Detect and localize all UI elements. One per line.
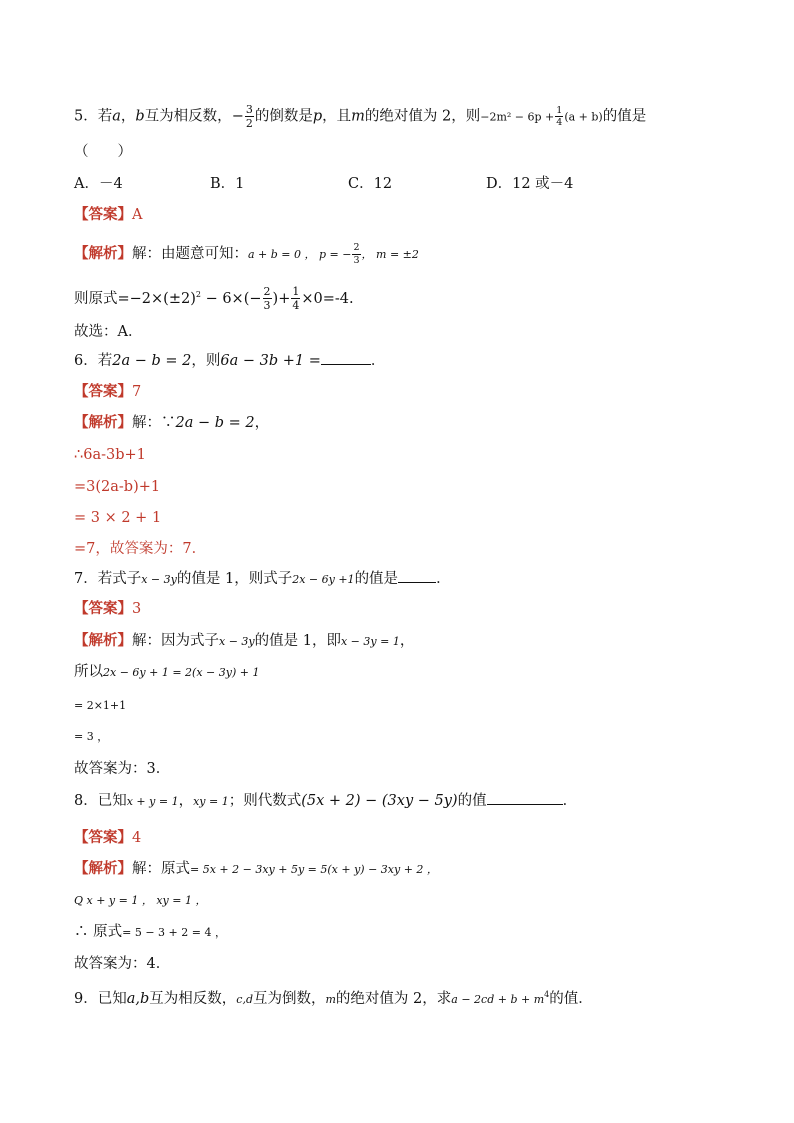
answer-7: 【答案】3 (74, 600, 142, 617)
question-6-stem: 6．若2a − b = 2，则6a − 3b +1 = ． (74, 350, 385, 371)
answer-blank (487, 790, 563, 805)
question-7-stem: 7．若式子x − 3y的值是 1，则式子2x − 6y +1的值是 ． (74, 568, 451, 590)
analysis-5: 【解析】解：由题意可知：a + b = 0 ， p = − $\frac{2}{3}$ ， m = ±2 (74, 242, 419, 266)
analysis-5-step: 则原式$=-2\times(\pm 2)^2 - 6\times(-$ $\frac{2}{3}$ )+ $\frac{1}{4}$ ×0=-4. (74, 285, 354, 313)
analysis-8: 【解析】解：原式= 5x + 2 − 3xy + 5y = 5(x + y) − 3xy + 2 ， (74, 860, 438, 877)
analysis-7-conclusion: 故答案为：3． (74, 761, 171, 777)
option-b: B．1 (210, 176, 245, 192)
analysis-7-step-1: 所以2x − 6y + 1 = 2(x − 3y) + 1 (74, 664, 260, 680)
analysis-6-conclusion: =7，故答案为：7． (74, 541, 207, 557)
answer-blank (398, 568, 436, 583)
analysis-7: 【解析】解：因为式子x − 3y的值是 1，即x − 3y = 1， (74, 632, 415, 649)
answer-8: 【答案】4 (74, 829, 142, 846)
question-9-stem: 9．已知a,b互为相反数，c,d互为倒数，m的绝对值为 2，求$a - 2cd + b + m^4$的值． (74, 990, 593, 1007)
analysis-8-step-1: Q x + y = 1 ， xy = 1 ， (74, 894, 207, 907)
answer-5: 【答案】A (74, 206, 143, 223)
analysis-7-step-2: = 2×1+1 (74, 699, 127, 712)
choose-5: 故选：A． (74, 324, 143, 340)
analysis-6: 【解析】解：∵2a − b = 2， (74, 414, 270, 431)
option-d: D．12 或－4 (486, 176, 574, 192)
option-a: A．－4 (74, 176, 123, 192)
analysis-6-step-2: =3(2a-b)+1 (74, 479, 161, 495)
analysis-6-step-3: = 3 × 2 + 1 (74, 510, 162, 526)
question-8-stem: 8．已知x + y = 1，xy = 1；则代数式(5x + 2) − (3xy − 5y)的值 ． (74, 790, 577, 812)
analysis-8-conclusion: 故答案为：4． (74, 956, 171, 972)
option-c: C．12 (348, 176, 393, 192)
answer-blank (321, 350, 371, 365)
fraction-3-2: $\frac{3}{2}$ (245, 103, 253, 130)
expression: −2m² − 6p + (480, 110, 555, 124)
analysis-8-step-2: ∴ 原式= 5 − 3 + 2 = 4 ， (74, 924, 226, 940)
answer-6: 【答案】7 (74, 383, 142, 400)
analysis-7-step-3: = 3 ， (74, 730, 109, 743)
question-5-stem: 5．若a，b互为相反数，− $\frac{3}{2}$ 的倒数是p，且m的绝对值为 2，则−2m² − 6p + $\frac{1}{4}$ (a + b)的值是 (74, 103, 647, 130)
question-5-paren: （ ） (74, 144, 132, 160)
fraction-1-4: $\frac{1}{4}$ (556, 104, 563, 128)
analysis-6-step-1: ∴6a-3b+1 (74, 447, 146, 463)
